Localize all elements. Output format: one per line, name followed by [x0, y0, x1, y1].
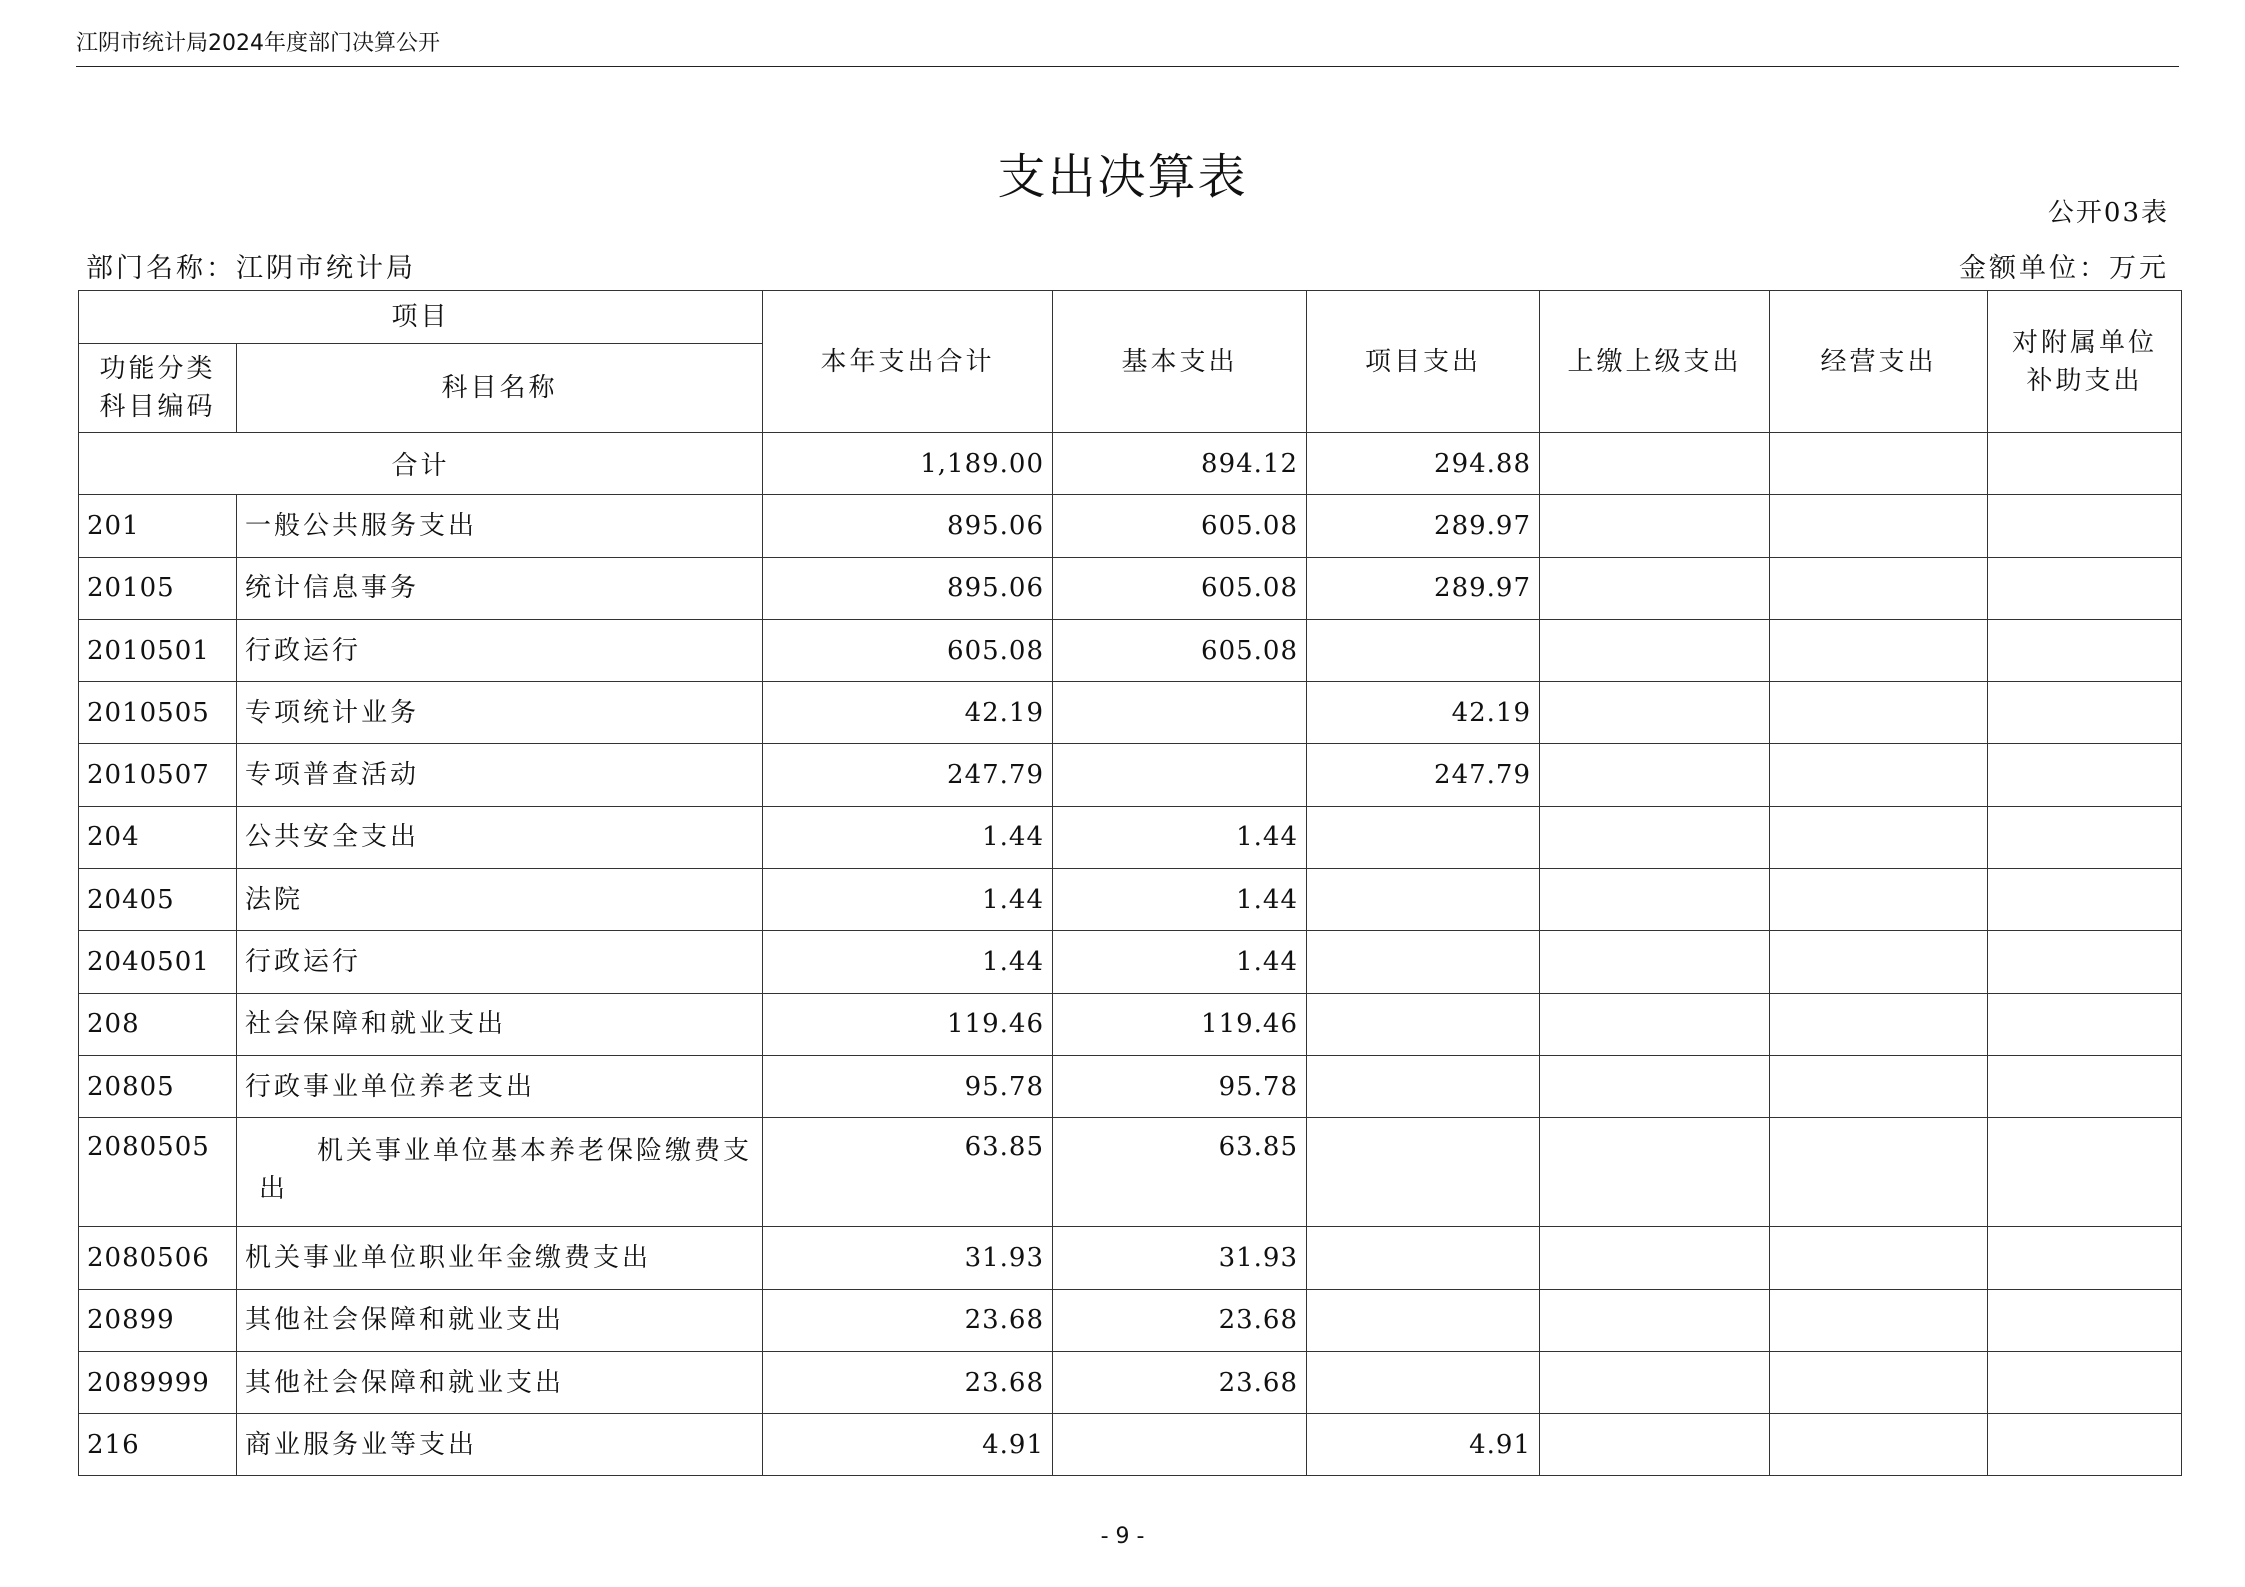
header-name: 科目名称: [237, 344, 763, 433]
total-project: 294.88: [1307, 433, 1540, 495]
row-business: [1770, 1289, 1988, 1351]
row-name: 专项统计业务: [237, 682, 763, 744]
row-upper: [1540, 806, 1770, 868]
row-name: 其他社会保障和就业支出: [237, 1289, 763, 1351]
row-project: [1307, 1118, 1540, 1227]
row-subsidy: [1988, 495, 2182, 557]
total-business: [1770, 433, 1988, 495]
row-upper: [1540, 993, 1770, 1055]
row-code: 2010507: [79, 744, 237, 806]
row-name: 社会保障和就业支出: [237, 993, 763, 1055]
table-row: [79, 1414, 2182, 1476]
row-name: 行政运行: [237, 931, 763, 993]
row-basic: 95.78: [1053, 1055, 1307, 1117]
row-total: 4.91: [763, 1414, 1053, 1476]
row-subsidy: [1988, 869, 2182, 931]
row-code: 20105: [79, 557, 237, 619]
row-business: [1770, 931, 1988, 993]
row-business: [1770, 495, 1988, 557]
table-row: [79, 1227, 2182, 1289]
row-upper: [1540, 682, 1770, 744]
row-subsidy: [1988, 806, 2182, 868]
table-row: [79, 1351, 2182, 1413]
row-name: 行政运行: [237, 619, 763, 681]
row-project: [1307, 1055, 1540, 1117]
row-basic: [1053, 744, 1307, 806]
row-business: [1770, 1055, 1988, 1117]
row-subsidy: [1988, 557, 2182, 619]
row-total: 63.85: [763, 1118, 1053, 1227]
row-total: 1.44: [763, 806, 1053, 868]
row-code: 2080506: [79, 1227, 237, 1289]
row-basic: 1.44: [1053, 806, 1307, 868]
row-basic: [1053, 1414, 1307, 1476]
row-total: 895.06: [763, 557, 1053, 619]
row-basic: 23.68: [1053, 1351, 1307, 1413]
row-upper: [1540, 1227, 1770, 1289]
row-total: 42.19: [763, 682, 1053, 744]
total-upper: [1540, 433, 1770, 495]
row-upper: [1540, 1055, 1770, 1117]
row-upper: [1540, 869, 1770, 931]
row-business: [1770, 1118, 1988, 1227]
row-project: [1307, 993, 1540, 1055]
row-basic: 605.08: [1053, 619, 1307, 681]
row-project: 289.97: [1307, 557, 1540, 619]
header-rule: [76, 66, 2179, 67]
row-basic: [1053, 682, 1307, 744]
row-subsidy: [1988, 1227, 2182, 1289]
table-row: [79, 682, 2182, 744]
row-basic: 23.68: [1053, 1289, 1307, 1351]
row-project: 42.19: [1307, 682, 1540, 744]
row-upper: [1540, 495, 1770, 557]
header-code: 功能分类科目编码: [79, 344, 237, 433]
row-total: 31.93: [763, 1227, 1053, 1289]
row-project: [1307, 869, 1540, 931]
row-subsidy: [1988, 1118, 2182, 1227]
total-subsidy: [1988, 433, 2182, 495]
row-upper: [1540, 619, 1770, 681]
row-name: 专项普查活动: [237, 744, 763, 806]
row-basic: 119.46: [1053, 993, 1307, 1055]
amount-unit: 金额单位：万元: [1959, 253, 2169, 284]
row-business: [1770, 806, 1988, 868]
row-business: [1770, 869, 1988, 931]
row-business: [1770, 1351, 1988, 1413]
row-code: 2080505: [79, 1118, 237, 1227]
row-subsidy: [1988, 1289, 2182, 1351]
row-name: 公共安全支出: [237, 806, 763, 868]
total-row: [79, 433, 2182, 495]
row-code: 20805: [79, 1055, 237, 1117]
row-project: 4.91: [1307, 1414, 1540, 1476]
row-business: [1770, 619, 1988, 681]
header-project-expenditure: 项目支出: [1307, 291, 1540, 433]
row-name: 法院: [237, 869, 763, 931]
row-project: 247.79: [1307, 744, 1540, 806]
row-code: 20405: [79, 869, 237, 931]
row-upper: [1540, 557, 1770, 619]
row-subsidy: [1988, 1351, 2182, 1413]
header-business: 经营支出: [1770, 291, 1988, 433]
table-row: [79, 495, 2182, 557]
row-code: 2040501: [79, 931, 237, 993]
table-row: [79, 744, 2182, 806]
table-row: [79, 806, 2182, 868]
row-total: 23.68: [763, 1289, 1053, 1351]
row-basic: 605.08: [1053, 557, 1307, 619]
row-subsidy: [1988, 1414, 2182, 1476]
row-subsidy: [1988, 1055, 2182, 1117]
row-code: 2010501: [79, 619, 237, 681]
total-sum: 1,189.00: [763, 433, 1053, 495]
row-total: 247.79: [763, 744, 1053, 806]
row-name: 机关事业单位职业年金缴费支出: [237, 1227, 763, 1289]
row-total: 95.78: [763, 1055, 1053, 1117]
row-total: 119.46: [763, 993, 1053, 1055]
row-code: 201: [79, 495, 237, 557]
table-row: [79, 1118, 2182, 1227]
row-code: 2010505: [79, 682, 237, 744]
table-row: [79, 993, 2182, 1055]
total-label: 合计: [79, 433, 763, 495]
row-subsidy: [1988, 682, 2182, 744]
row-basic: 1.44: [1053, 931, 1307, 993]
table-row: [79, 869, 2182, 931]
row-code: 216: [79, 1414, 237, 1476]
row-upper: [1540, 1289, 1770, 1351]
header-total: 本年支出合计: [763, 291, 1053, 433]
total-basic: 894.12: [1053, 433, 1307, 495]
table-row: [79, 619, 2182, 681]
row-business: [1770, 993, 1988, 1055]
row-project: 289.97: [1307, 495, 1540, 557]
row-project: [1307, 1227, 1540, 1289]
row-subsidy: [1988, 619, 2182, 681]
row-upper: [1540, 1414, 1770, 1476]
row-basic: 605.08: [1053, 495, 1307, 557]
header-project: 项目: [79, 291, 763, 344]
row-project: [1307, 619, 1540, 681]
row-business: [1770, 744, 1988, 806]
row-code: 208: [79, 993, 237, 1055]
expenditure-table: [78, 290, 2182, 1476]
table-row: [79, 1055, 2182, 1117]
row-upper: [1540, 744, 1770, 806]
row-code: 204: [79, 806, 237, 868]
page-title: 支出决算表: [997, 149, 1248, 206]
page-number: - 9 -: [1100, 1524, 1145, 1549]
row-project: [1307, 1351, 1540, 1413]
row-business: [1770, 682, 1988, 744]
header-basic: 基本支出: [1053, 291, 1307, 433]
row-basic: 1.44: [1053, 869, 1307, 931]
row-upper: [1540, 1351, 1770, 1413]
table-row: [79, 557, 2182, 619]
department-name: 部门名称：江阴市统计局: [86, 253, 416, 284]
row-business: [1770, 1227, 1988, 1289]
row-project: [1307, 1289, 1540, 1351]
row-basic: 63.85: [1053, 1118, 1307, 1227]
row-project: [1307, 806, 1540, 868]
row-code: 20899: [79, 1289, 237, 1351]
row-subsidy: [1988, 744, 2182, 806]
header-upper-payment: 上缴上级支出: [1540, 291, 1770, 433]
row-name: 行政事业单位养老支出: [237, 1055, 763, 1117]
table-row: [79, 931, 2182, 993]
row-subsidy: [1988, 931, 2182, 993]
row-upper: [1540, 931, 1770, 993]
row-name: 一般公共服务支出: [237, 495, 763, 557]
row-name: 机关事业单位基本养老保险缴费支出: [237, 1118, 763, 1227]
row-total: 895.06: [763, 495, 1053, 557]
row-name: 统计信息事务: [237, 557, 763, 619]
row-name: 商业服务业等支出: [237, 1414, 763, 1476]
row-total: 23.68: [763, 1351, 1053, 1413]
row-total: 605.08: [763, 619, 1053, 681]
row-business: [1770, 1414, 1988, 1476]
row-upper: [1540, 1118, 1770, 1227]
table-row: [79, 1289, 2182, 1351]
header-subsidy: 对附属单位补助支出: [1988, 291, 2182, 433]
table-number: 公开03表: [2047, 198, 2169, 228]
row-total: 1.44: [763, 931, 1053, 993]
running-header: 江阴市统计局2024年度部门决算公开: [76, 31, 440, 56]
row-business: [1770, 557, 1988, 619]
row-total: 1.44: [763, 869, 1053, 931]
row-basic: 31.93: [1053, 1227, 1307, 1289]
row-code: 2089999: [79, 1351, 237, 1413]
row-subsidy: [1988, 993, 2182, 1055]
row-name: 其他社会保障和就业支出: [237, 1351, 763, 1413]
row-project: [1307, 931, 1540, 993]
